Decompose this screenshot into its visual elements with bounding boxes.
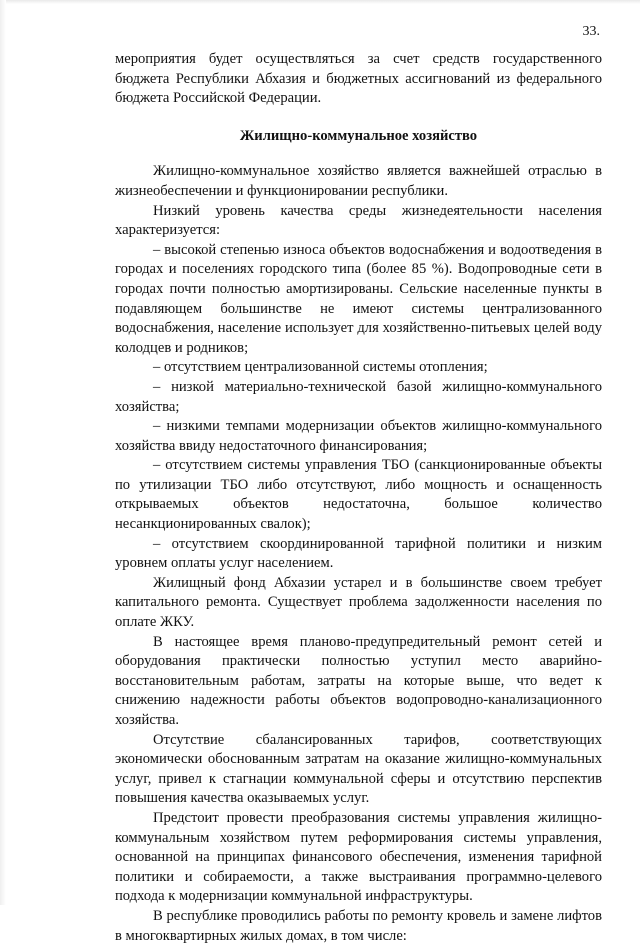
- paragraph: Жилищно-коммунальное хозяйство является важнейшей отраслью в жизнеобеспечении и функционировании республики.: [115, 163, 602, 199]
- paragraph: Отсутствие сбалансированных тарифов, соответствующих экономически обоснованным затратам на оказание жилищно-коммунальных услуг, привел к стагнации коммунальной сферы и отсутствию перспектив повышения качества оказываемых услуг.: [115, 731, 602, 807]
- list-item: – отсутствием системы управления ТБО (санкционированные объекты по утилизации ТБО либо отсутствуют, либо мощность и оснащенность открываемых объектов недостаточна, большое количество несанкционированных свалок);: [115, 457, 602, 533]
- list-item: – низкой материально-технической базой жилищно-коммунального хозяйства;: [115, 378, 602, 415]
- scan-edge-left: [0, 0, 6, 905]
- paragraph: В настоящее время планово-предупредительный ремонт сетей и оборудования практически полностью уступил место аварийно-восстановительным работам, затраты на которые выше, что ведет к снижению надежности работы объектов водопроводно-канализационного хозяйства.: [115, 633, 602, 728]
- paragraph: Жилищный фонд Абхазии устарел и в большинстве своем требует капитального ремонта. Существует проблема задолженности населения по оплате ЖКУ.: [115, 574, 602, 631]
- list-item: – низкими темпами модернизации объектов жилищно-коммунального хозяйства ввиду недостаточного финансирования;: [115, 418, 602, 454]
- paragraph: В республике проводились работы по ремонту кровель и замене лифтов в многоквартирных жилых домах, в том числе:: [115, 907, 602, 944]
- list-item: – отсутствием централизованной системы отопления;: [153, 359, 488, 376]
- intro-paragraph: мероприятия будет осуществляться за счет средств государственного бюджета Республики Абхазия и бюджетных ассигнований из федерального бюджета Российской Федерации.: [115, 51, 602, 107]
- page-number: 33.: [582, 24, 600, 39]
- section-heading: Жилищно-коммунальное хозяйство: [239, 127, 478, 144]
- document-body: [115, 50, 602, 946]
- paragraph: Низкий уровень качества среды жизнедеятельности населения характеризуется:: [115, 202, 602, 239]
- list-item: – отсутствием скоординированной тарифной политики и низким уровнем оплаты услуг населением.: [115, 535, 602, 572]
- scan-edge-top: [0, 0, 640, 4]
- paragraph: Предстоит провести преобразования системы управления жилищно-коммунальным хозяйством путем реформирования системы управления, основанной на принципах финансового обеспечения, изменения тарифной политики и собираемости, а также выстраивания программно-целевого подхода к модернизации коммунальной инфраструктуры.: [115, 809, 602, 905]
- list-item: – высокой степенью износа объектов водоснабжения и водоотведения в городах и поселениях городского типа (более 85 %). Водопроводные сети в городах почти полностью амортизированы. Сельские населенные пункты в подавляющем большинстве не имеют системы централизованного водоснабжения, население использует для хозяйственно-питьевых целей воду колодцев и родников;: [115, 241, 602, 356]
